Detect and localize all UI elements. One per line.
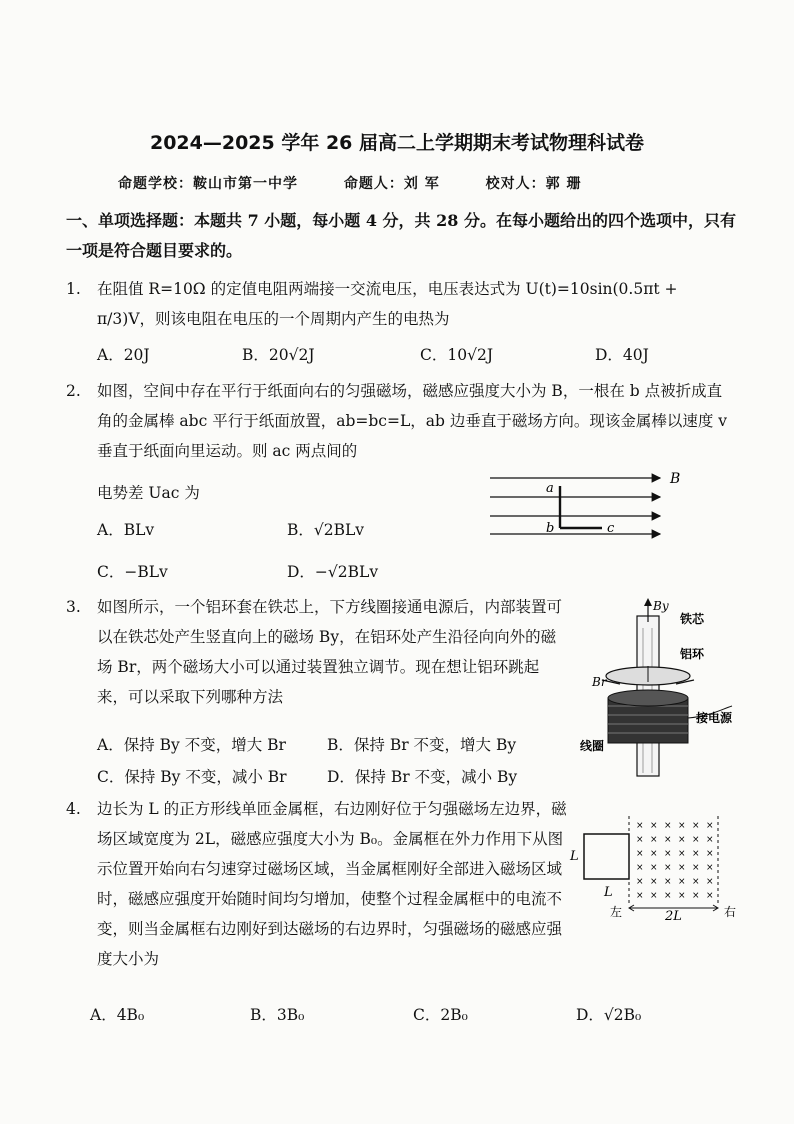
field-cross: × <box>636 821 644 831</box>
field-cross: × <box>650 863 658 873</box>
question-text: 在阻值 R=10Ω 的定值电阻两端接一交流电压，电压表达式为 U(t)=10sin(0.5πt + π/3)V，则该电阻在电压的一个周期内产生的电热为 <box>97 280 678 328</box>
field-cross: × <box>678 835 686 845</box>
field-cross: × <box>636 891 644 901</box>
option-c: C．2B₀ <box>413 1006 468 1024</box>
field-cross: × <box>678 877 686 887</box>
label-power: 接电源 <box>696 711 733 725</box>
option-a: A．4B₀ <box>90 1006 145 1024</box>
field-cross: × <box>650 835 658 845</box>
label-L-side: L <box>570 849 579 864</box>
option-b: B．3B₀ <box>250 1006 305 1024</box>
label-c: c <box>607 521 615 536</box>
frame-field-figure <box>568 812 768 924</box>
option-a: A．保持 By 不变，增大 Br <box>97 736 286 754</box>
field-cross: × <box>692 849 700 859</box>
label-L-bottom: L <box>604 885 613 900</box>
question-text: 如图，空间中存在平行于纸面向右的匀强磁场，磁感应强度大小为 B，一根在 b 点被折成直角的金属棒 abc 平行于纸面放置，ab=bc=L，ab 边垂直于磁场方向。现该金属棒以速度 v 垂直于纸面向里运动。则 ac 两点间的 <box>97 382 728 460</box>
label-core: 铁芯 <box>680 612 705 626</box>
question-2 <box>66 376 737 466</box>
field-cross: × <box>678 821 686 831</box>
option-a: A．BLv <box>97 521 155 539</box>
label-b: b <box>546 521 555 536</box>
field-cross: × <box>706 877 714 887</box>
page-title: 2024—2025 学年 26 届高二上学期期末考试物理科试卷 <box>149 132 645 154</box>
question-3 <box>66 592 567 712</box>
label-B: B <box>670 471 681 487</box>
field-cross: × <box>650 849 658 859</box>
field-cross: × <box>692 863 700 873</box>
question-number: 2. <box>66 382 81 400</box>
label-right: 右 <box>724 905 737 919</box>
option-d: D．√2B₀ <box>576 1006 642 1024</box>
field-cross: × <box>692 891 700 901</box>
option-c: C．保持 By 不变，减小 Br <box>97 768 287 786</box>
question-4 <box>66 794 575 974</box>
option-d: D．40J <box>595 346 649 364</box>
field-cross: × <box>664 835 672 845</box>
field-cross: × <box>706 835 714 845</box>
field-cross: × <box>678 849 686 859</box>
option-d: D．−√2BLv <box>287 563 379 581</box>
option-c: C．10√2J <box>420 346 494 364</box>
question-1 <box>66 274 737 334</box>
option-b: B．保持 Br 不变，增大 By <box>327 736 517 754</box>
field-cross: × <box>678 863 686 873</box>
field-cross: × <box>706 821 714 831</box>
question-number: 1. <box>66 280 81 298</box>
field-cross: × <box>664 877 672 887</box>
meta-school: 命题学校：鞍山市第一中学 <box>118 176 298 192</box>
option-a: A．20J <box>97 346 150 364</box>
field-rod-figure <box>490 462 700 554</box>
field-cross: × <box>706 863 714 873</box>
field-cross: × <box>692 821 700 831</box>
question-2-line2: 电势差 Uac 为 <box>97 484 200 502</box>
field-cross: × <box>650 877 658 887</box>
field-cross: × <box>636 849 644 859</box>
field-cross: × <box>706 891 714 901</box>
field-cross: × <box>650 891 658 901</box>
section-heading: 一、单项选择题：本题共 7 小题，每小题 4 分，共 28 分。在每小题给出的四个选项中，只有一项是符合题目要求的。 <box>66 211 736 260</box>
option-c: C．−BLv <box>97 563 168 581</box>
meta-checker: 校对人：郭 珊 <box>485 176 582 192</box>
meta-author: 命题人：刘 军 <box>343 176 440 192</box>
field-cross: × <box>692 835 700 845</box>
field-cross: × <box>706 849 714 859</box>
field-cross: × <box>664 849 672 859</box>
option-d: D．保持 Br 不变，减小 By <box>327 768 518 786</box>
field-cross: × <box>678 891 686 901</box>
field-cross: × <box>664 891 672 901</box>
label-a: a <box>546 481 554 496</box>
question-text: 边长为 L 的正方形线单匝金属框，右边刚好位于匀强磁场左边界，磁场区域宽度为 2L，磁感应强度大小为 B₀。金属框在外力作用下从图示位置开始向右匀速穿过磁场区域，当金属框刚好全部进入磁场区域时，磁感应强度开始随时间均匀增加，使整个过程金属框中的电流不变，则当金属框右边刚好到达磁场的右边界时，匀强磁场的磁感应强度大小为 <box>97 800 567 968</box>
exam-meta <box>118 173 622 193</box>
question-text: 如图所示，一个铝环套在铁芯上，下方线圈接通电源后，内部装置可以在铁芯处产生竖直向上的磁场 By，在铝环处产生沿径向向外的磁场 Br，两个磁场大小可以通过装置独立调节。现在想让铝环跳起来，可以采取下列哪种方法 <box>97 598 563 706</box>
question-number: 4. <box>66 800 81 818</box>
label-width: 2L <box>665 909 682 924</box>
field-cross: × <box>636 877 644 887</box>
field-cross: × <box>692 877 700 887</box>
field-crosses <box>636 821 714 901</box>
field-cross: × <box>664 863 672 873</box>
ring-core-figure <box>580 598 740 778</box>
label-coil: 线圈 <box>580 739 605 753</box>
question-number: 3. <box>66 598 81 616</box>
option-b: B．√2BLv <box>287 521 365 539</box>
metal-frame <box>584 834 629 879</box>
label-left: 左 <box>610 905 623 919</box>
option-b: B．20√2J <box>242 346 315 364</box>
field-cross: × <box>636 863 644 873</box>
field-cross: × <box>664 821 672 831</box>
label-Br: Br <box>592 675 607 689</box>
field-cross: × <box>636 835 644 845</box>
field-cross: × <box>650 821 658 831</box>
label-By: By <box>653 599 669 613</box>
label-ring: 铝环 <box>680 647 705 661</box>
